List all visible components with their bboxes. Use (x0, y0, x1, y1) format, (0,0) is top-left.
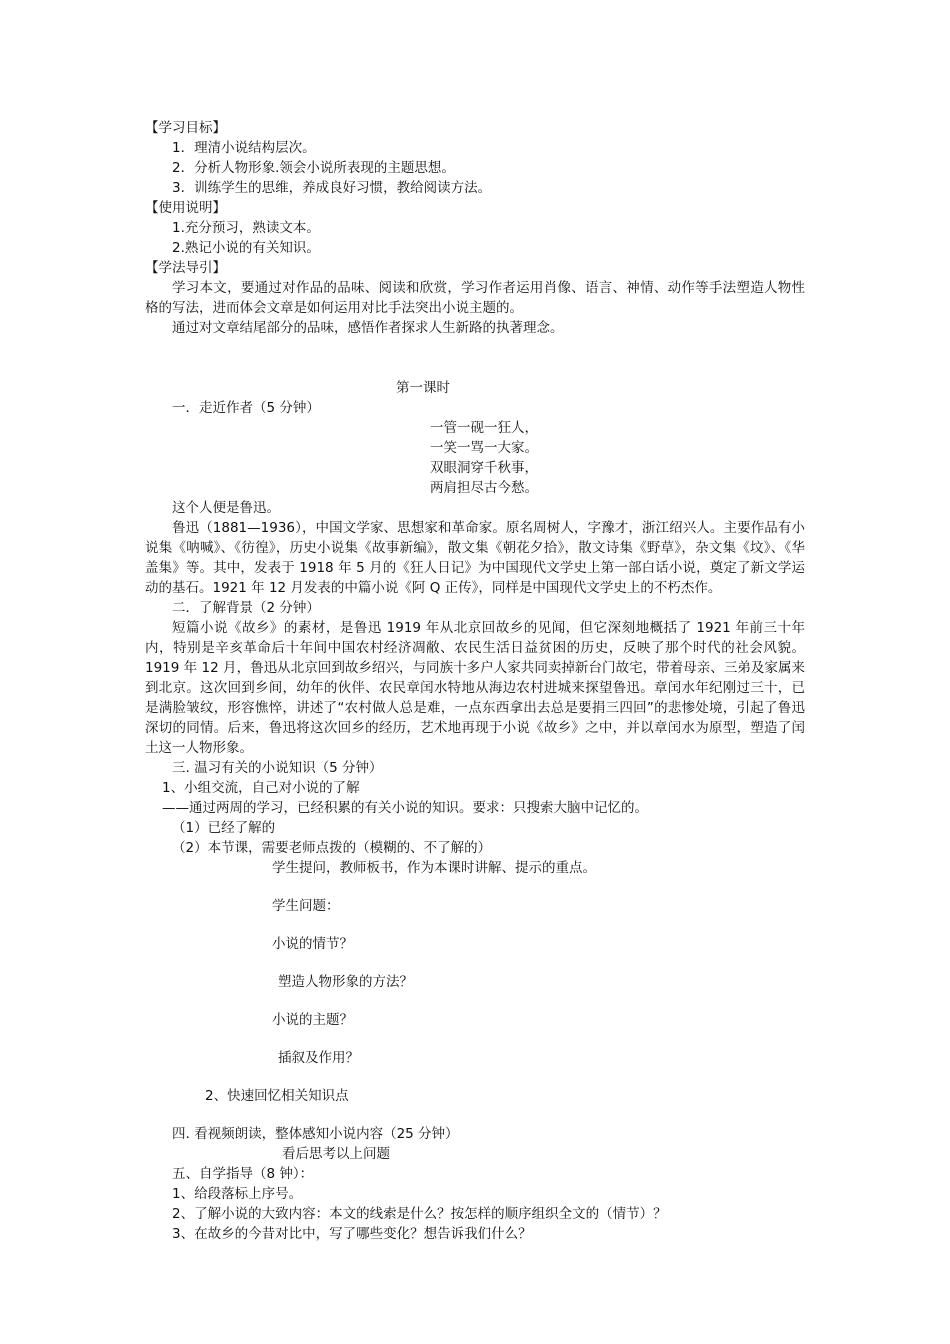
section-3-item-1: 1、小组交流，自己对小说的了解 (162, 780, 360, 796)
section-5-item-2: 2、了解小说的大致内容：本文的线索是什么？按怎样的顺序组织全文的（情节）？ (172, 1206, 667, 1222)
section-4-heading: 四. 看视频朗读，整体感知小说内容（25 分钟） (172, 1126, 459, 1142)
section-3-sub-1: （1）已经了解的 (172, 820, 276, 836)
usage-heading: 【使用说明】 (145, 200, 226, 216)
usage-item-2: 2.熟记小说的有关知识。 (172, 240, 320, 256)
section-5-heading: 五、自学指导（8 钟）： (172, 1166, 314, 1182)
usage-item-1: 1.充分预习，熟读文本。 (172, 220, 320, 236)
objective-item-3: 3．训练学生的思维，养成良好习惯，教给阅读方法。 (172, 180, 492, 196)
section-3-heading: 三. 温习有关的小说知识（5 分钟） (172, 760, 383, 776)
lesson-title: 第一课时 (396, 380, 450, 396)
objective-item-1: 1．理清小说结构层次。 (172, 140, 316, 156)
method-heading: 【学法导引】 (145, 260, 226, 276)
student-ask: 学生提问，教师板书，作为本课时讲解、提示的重点。 (272, 860, 596, 876)
section-3-item-2: 2、快速回忆相关知识点 (205, 1088, 349, 1104)
section-3-sub-2: （2）本节课，需要老师点拨的（模糊的、不了解的） (172, 840, 492, 856)
section-1-heading: 一．走近作者（5 分钟） (172, 400, 320, 416)
question-2: 塑造人物形象的方法？ (278, 974, 413, 990)
author-intro: 这个人便是鲁迅。 (172, 500, 280, 516)
poem-line-3: 双眼洞穿千秋事， (430, 460, 538, 476)
section-5-item-3: 3、在故乡的今昔对比中，写了哪些变化？想告诉我们什么？ (172, 1226, 532, 1242)
poem-line-4: 两肩担尽古今愁。 (430, 480, 538, 496)
section-5-item-1: 1、给段落标上序号。 (172, 1186, 303, 1202)
method-paragraph-2: 通过对文章结尾部分的品味，感悟作者探求人生新路的执著理念。 (172, 320, 564, 336)
author-bio: 鲁迅（1881—1936），中国文学家、思想家和革命家。原名周树人，字豫才，浙江绍兴人。主要作品有小说集《呐喊》、《彷徨》，历史小说集《故事新编》，散文集《朝花夕拾》，散文诗集《野草》，杂文集《坟》、《华盖集》等。其中，发表于 1918 年 5 月的《狂人日记》为中国现代文学史上第一部白话小说，奠定了新文学运动的基石。1921 年 12 月发表的中篇小说《阿 Q 正传》，同样是中国现代文学史上的不朽杰作。 (145, 520, 805, 596)
objective-item-2: 2．分析人物形象.领会小说所表现的主题思想。 (172, 160, 455, 176)
objectives-heading: 【学习目标】 (145, 120, 226, 136)
poem-line-2: 一笑一骂一大家。 (430, 440, 538, 456)
background-text: 短篇小说《故乡》的素材，是鲁迅 1919 年从北京回故乡的见闻，但它深刻地概括了 1921 年前三十年内，特别是辛亥革命后十年间中国农村经济凋敝、农民生活日益贫困的历史，反映了那个时代的社会风貌。1919 年 12 月，鲁迅从北京回到故乡绍兴，与同族十多户人家共同卖掉新台门故宅，带着母亲、三弟及家属来到北京。这次回到乡间，幼年的伙伴、农民章闰水特地从海边农村进城来探望鲁迅。章闰水年纪刚过三十，已是满脸皱纹，形容憔悴，讲述了“农村做人总是难，一点东西拿出去总是要捐三四回”的悲惨处境，引起了鲁迅深切的同情。后来，鲁迅将这次回乡的经历，艺术地再现于小说《故乡》之中，并以章闰水为原型，塑造了闰土这一人物形象。 (145, 620, 805, 756)
section-3-note: ——通过两周的学习，已经积累的有关小说的知识。要求：只搜索大脑中记忆的。 (162, 800, 648, 816)
question-3: 小说的主题？ (272, 1012, 353, 1028)
section-4-sub: 看后思考以上问题 (282, 1146, 390, 1162)
poem-line-1: 一管一砚一狂人， (430, 420, 538, 436)
question-4: 插叙及作用？ (278, 1050, 359, 1066)
section-2-heading: 二．了解背景（2 分钟） (172, 600, 320, 616)
question-1: 小说的情节？ (272, 936, 353, 952)
questions-heading: 学生问题： (272, 898, 340, 914)
method-paragraph-1: 学习本文，要通过对作品的品味、阅读和欣赏，学习作者运用肖像、语言、神情、动作等手法塑造人物性格的写法，进而体会文章是如何运用对比手法突出小说主题的。 (145, 280, 805, 316)
